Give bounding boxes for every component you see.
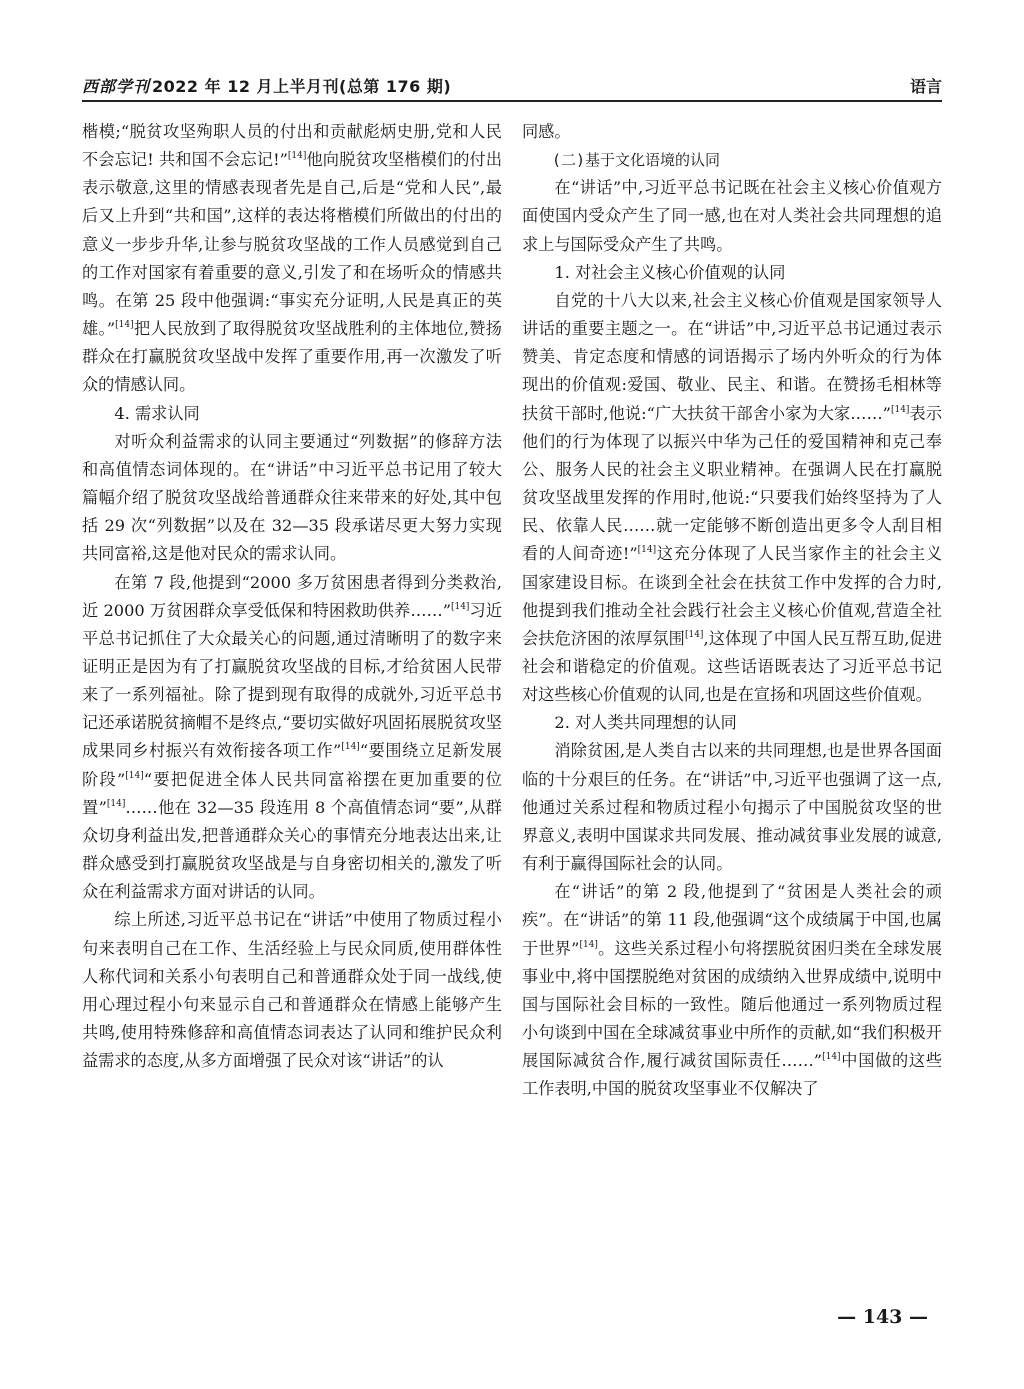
body-paragraph: 楷模;“脱贫攻坚殉职人员的付出和贡献彪炳史册,党和人民不会忘记! 共和国不会忘记!”[14]他向脱贫攻坚楷模们的付出表示敬意,这里的情感表现者先是自己,后是“党和人民”,最后又上升到“共和国”,这样的表达将楷模们所做出的付出的意义一步步升华,让参与脱贫攻坚战的工作人员感觉到自己的工作对国家有着重要的意义,引发了和在场听众的情感共鸣。在第 25 段中他强调:“事实充分证明,人民是真正的英雄。”[14]把人民放到了取得脱贫攻坚战胜利的主体地位,赞扬群众在打赢脱贫攻坚战中发挥了重要作用,再一次激发了听众的情感认同。 [82, 122, 503, 395]
journal-logo: 西部学刊 [82, 77, 151, 96]
body-paragraph: 在“讲话”的第 2 段,他提到了“贫困是人类社会的顽疾”。在“讲话”的第 11 段,他强调“这个成绩属于中国,也属于世界”[14]。这些关系过程小句将摆脱贫困归类在全球发展事业中,将中国摆脱绝对贫困的成绩纳入世界成绩中,说明中国与国际社会目标的一致性。随后他通过一系列物质过程小句谈到中国在全球减贫事业中所作的贡献,如“我们积极开展国际减贫合作,履行减贫国际责任……”[14]中国做的这些工作表明,中国的脱贫攻坚事业不仅解决了 [522, 882, 943, 1099]
body-paragraph: 在“讲话”中,习近平总书记既在社会主义核心价值观方面使国内受众产生了同一感,也在对人类社会共同理想的追求上与国际受众产生了共鸣。 [522, 178, 942, 254]
section-heading: 2. 对人类共同理想的认同 [554, 713, 737, 733]
body-paragraph: 对听众利益需求的认同主要通过“列数据”的修辞方法和高值情态词体现的。在“讲话”中习近平总书记用了较大篇幅介绍了脱贫攻坚战给普通群众往来带来的好处,其中包括 29 次“列数据”以及在 32—35 段承诺尽更大努力实现共同富裕,这是他对民众的需求认同。 [82, 431, 502, 564]
citation-ref: [14] [341, 742, 360, 753]
subsection-heading: (二)基于文化语境的认同 [552, 151, 721, 170]
running-header [82, 70, 942, 102]
journal-title [82, 74, 451, 97]
body-paragraph: 在第 7 段,他提到“2000 多万贫困患者得到分类救治,近 2000 万贫困群众享受低保和特困救助供养……”[14]习近平总书记抓住了大众最关心的问题,通过清晰明了的数字来证明正是因为有了打赢脱贫攻坚战的目标,才给贫困人民带来了一系列福祉。除了提到现有取得的成就外,习近平总书记还承诺脱贫摘帽不是终点,“要切实做好巩固拓展脱贫攻坚成果同乡村振兴有效衔接各项工作”[14]“要围绕立足新发展阶段”[14]“要把促进全体人民共同富裕摆在更加重要的位置”[14]……他在 32—35 段连用 8 个高值情态词“要”,从群众切身利益出发,把普通群众关心的事情充分地表达出来,让群众感受到打赢脱贫攻坚战是与自身密切相关的,激发了听众在利益需求方面对讲话的认同。 [82, 572, 503, 902]
body-paragraph: 自党的十八大以来,社会主义核心价值观是国家领导人讲话的重要主题之一。在“讲话”中,习近平总书记通过表示赞美、肯定态度和情感的词语揭示了场内外听众的行为体现出的价值观:爱国、敬业、民主、和谐。在赞扬毛相林等扶贫干部时,他说:“广大扶贫干部舍小家为大家……”[14]表示他们的行为体现了以振兴中华为己任的爱国精神和克己奉公、服务人民的社会主义职业精神。在强调人民在打赢脱贫攻坚战里发挥的作用时,他说:“只要我们始终坚持为了人民、依靠人民……就一定能够不断创造出更多令人刮目相看的人间奇迹!”[14]这充分体现了人民当家作主的社会主义国家建设目标。在谈到全社会在扶贫工作中发挥的合力时,他提到我们推动全社会践行社会主义核心价值观,营造全社会扶危济困的浓厚氛围[14],这体现了中国人民互帮互助,促进社会和谐稳定的价值观。这些话语既表达了习近平总书记对这些核心价值观的认同,也是在宣扬和巩固这些价值观。 [522, 290, 943, 705]
issue-info: 2022 年 12 月上半月刊(总第 176 期) [152, 77, 452, 96]
citation-ref: [14] [450, 601, 470, 612]
citation-ref: [14] [579, 939, 598, 950]
citation-ref: [14] [106, 798, 126, 809]
citation-ref: [14] [890, 404, 910, 415]
citation-ref: [14] [637, 545, 657, 556]
section-heading: 1. 对社会主义核心价值观的认同 [554, 262, 786, 282]
body-paragraph: 综上所述,习近平总书记在“讲话”中使用了物质过程小句来表明自己在工作、生活经验上与民众同质,使用群体性人称代词和关系小句表明自己和普通群众处于同一战线,使用心理过程小句来显示自己和普通群众在情感上能够产生共鸣,使用特殊修辞和高值情态词表达了认同和维护民众利益需求的态度,从多方面增强了民众对该“讲话”的认 [82, 910, 502, 1071]
right-column [522, 118, 942, 1103]
citation-ref: [14] [287, 151, 307, 162]
citation-ref: [14] [822, 1052, 841, 1063]
left-column [82, 118, 502, 1075]
citation-ref: [14] [125, 770, 144, 781]
body-paragraph: 同感。 [522, 122, 571, 141]
section-label: 语言 [909, 77, 942, 96]
body-paragraph: 消除贫困,是人类自古以来的共同理想,也是世界各国面临的十分艰巨的任务。在“讲话”中,习近平也强调了这一点,他通过关系过程和物质过程小句揭示了中国脱贫攻坚的世界意义,表明中国谋求共同发展、推动减贫事业发展的诚意,有利于赢得国际社会的认同。 [522, 741, 942, 874]
citation-ref: [14] [684, 629, 704, 640]
section-heading: 4. 需求认同 [114, 403, 200, 423]
citation-ref: [14] [115, 320, 134, 331]
page-number: — 143 — [837, 1306, 928, 1328]
